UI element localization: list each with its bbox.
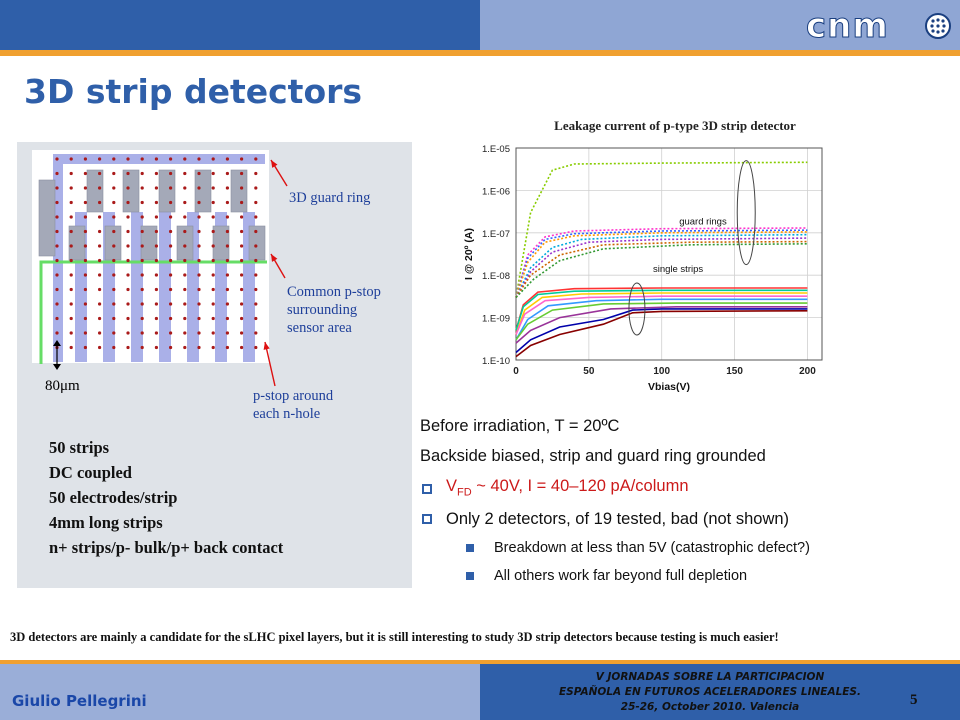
electrode-dot <box>141 346 144 349</box>
bond-pad <box>87 170 103 212</box>
electrode-dot <box>55 259 58 262</box>
label-around-1: p-stop around <box>253 388 334 404</box>
spec-item: 4mm long strips <box>49 513 163 532</box>
leakage-current-chart <box>460 136 840 406</box>
electrode-dot <box>226 186 229 189</box>
electrode-dot <box>197 244 200 247</box>
electrode-dot <box>197 172 200 175</box>
electrode-dot <box>212 201 215 204</box>
bond-pad <box>159 170 175 212</box>
bullet-vfd <box>420 474 950 504</box>
x-axis-label: Vbias(V) <box>647 381 691 393</box>
electrode-dot <box>55 172 58 175</box>
vfd-text: $V_{FD}$ ~ 40V, I = 40–120 pA/column <box>446 476 689 499</box>
electrode-dot <box>126 317 129 320</box>
label-pstop-3: sensor area <box>287 320 352 336</box>
x-tick-label: 150 <box>726 366 743 377</box>
electrode-dot <box>126 331 129 334</box>
electrode-dot <box>183 201 186 204</box>
electrode-dot <box>55 317 58 320</box>
electrode-dot <box>240 288 243 291</box>
electrode-dot <box>98 172 101 175</box>
electrode-dot <box>240 346 243 349</box>
electrode-dot <box>183 346 186 349</box>
electrode-dot <box>226 331 229 334</box>
electrode-dot <box>155 346 158 349</box>
electrode-dot <box>155 230 158 233</box>
spec-item: 50 strips <box>49 438 110 457</box>
electrode-dot <box>226 244 229 247</box>
electrode-dot <box>126 157 129 160</box>
electrode-dot <box>183 244 186 247</box>
electrode-dot <box>141 259 144 262</box>
electrode-dot <box>126 186 129 189</box>
electrode-dot <box>212 331 215 334</box>
electrode-dot <box>240 259 243 262</box>
electrode-dot <box>55 273 58 276</box>
electrode-dot <box>155 288 158 291</box>
electrode-dot <box>155 244 158 247</box>
electrode-dot <box>240 273 243 276</box>
electrode-dot <box>98 157 101 160</box>
electrode-dot <box>226 230 229 233</box>
electrode-dot <box>226 346 229 349</box>
electrode-dot <box>240 302 243 305</box>
electrode-dot <box>197 230 200 233</box>
footer-note: 3D detectors are mainly a candidate for the sLHC pixel layers, but it is still interesting to study 3D strip detectors because testing is much easier! <box>10 630 779 644</box>
electrode-dot <box>183 215 186 218</box>
electrode-dot <box>70 157 73 160</box>
slide-title: 3D strip detectors <box>24 72 363 111</box>
logo-text: cnm <box>806 6 889 46</box>
electrode-dot <box>240 172 243 175</box>
electrode-dot <box>70 288 73 291</box>
electrode-dot <box>141 157 144 160</box>
electrode-dot <box>84 346 87 349</box>
bullet-biasing: Backside biased, strip and guard ring grounded <box>420 447 766 465</box>
electrode-dot <box>169 302 172 305</box>
electrode-dot <box>112 201 115 204</box>
electrode-dot <box>84 230 87 233</box>
label-pstop-2: surrounding <box>287 302 358 318</box>
electrode-dot <box>197 302 200 305</box>
electrode-dot <box>70 331 73 334</box>
depletion-text: All others work far beyond full depletion <box>494 568 748 584</box>
electrode-dot <box>169 244 172 247</box>
spec-item: 50 electrodes/strip <box>49 488 178 507</box>
electrode-dot <box>126 172 129 175</box>
electrode-dot <box>240 244 243 247</box>
electrode-dot <box>212 172 215 175</box>
electrode-dot <box>141 215 144 218</box>
electrode-dot <box>254 215 257 218</box>
x-tick-label: 100 <box>653 366 671 377</box>
electrode-dot <box>141 244 144 247</box>
electrode-dot <box>169 172 172 175</box>
header-bar-left <box>0 0 480 50</box>
y-tick-label: 1.E-10 <box>482 356 510 367</box>
bullet-square-icon <box>422 514 432 524</box>
electrode-dot <box>112 157 115 160</box>
label-around-2: each n-hole <box>253 406 321 422</box>
conference-line: V JORNADAS SOBRE LA PARTICIPACION <box>595 671 825 683</box>
electrode-dot <box>70 186 73 189</box>
electrode-dot <box>169 346 172 349</box>
electrode-dot <box>141 302 144 305</box>
cnm-logo <box>806 6 954 46</box>
conference-line: ESPAÑOLA EN FUTUROS ACELERADORES LINEALES. <box>559 686 861 698</box>
electrode-dot <box>212 317 215 320</box>
header-accent-line <box>0 50 960 56</box>
electrode-dot <box>70 244 73 247</box>
electrode-dot <box>112 331 115 334</box>
electrode-dot <box>112 273 115 276</box>
x-tick-label: 0 <box>513 366 519 377</box>
electrode-dot <box>254 244 257 247</box>
chart-title: Leakage current of p-type 3D strip detector <box>554 118 796 133</box>
electrode-dot <box>70 346 73 349</box>
sub-bullet-breakdown <box>420 534 950 562</box>
electrode-dot <box>141 331 144 334</box>
electrode-dot <box>155 273 158 276</box>
electrode-dot <box>169 157 172 160</box>
electrode-dot <box>126 346 129 349</box>
electrode-dot <box>183 259 186 262</box>
electrode-dot <box>240 215 243 218</box>
electrode-dot <box>197 331 200 334</box>
electrode-dot <box>197 157 200 160</box>
electrode-dot <box>226 273 229 276</box>
electrode-dot <box>84 273 87 276</box>
electrode-dot <box>197 346 200 349</box>
electrode-dot <box>98 259 101 262</box>
electrode-dot <box>169 317 172 320</box>
spec-item: n+ strips/p- bulk/p+ back contact <box>49 538 284 557</box>
electrode-dot <box>98 288 101 291</box>
electrode-dot <box>155 201 158 204</box>
y-tick-label: 1.E-07 <box>482 228 510 240</box>
electrode-dot <box>84 288 87 291</box>
y-tick-label: 1.E-05 <box>482 144 510 155</box>
electrode-dot <box>197 201 200 204</box>
electrode-dot <box>141 288 144 291</box>
electrode-dot <box>240 230 243 233</box>
electrode-dot <box>226 215 229 218</box>
electrode-dot <box>126 201 129 204</box>
electrode-dot <box>226 172 229 175</box>
electrode-dot <box>254 346 257 349</box>
electrode-dot <box>155 302 158 305</box>
electrode-dot <box>169 259 172 262</box>
electrode-dot <box>197 273 200 276</box>
electrode-dot <box>70 317 73 320</box>
electrode-dot <box>112 186 115 189</box>
electrode-dot <box>98 230 101 233</box>
electrode-dot <box>112 172 115 175</box>
electrode-dot <box>212 230 215 233</box>
electrode-dot <box>226 157 229 160</box>
electrode-dot <box>98 317 101 320</box>
electrode-dot <box>155 157 158 160</box>
electrode-dot <box>84 317 87 320</box>
electrode-dot <box>197 215 200 218</box>
electrode-dot <box>112 346 115 349</box>
electrode-dot <box>169 215 172 218</box>
bullet-filled-square-icon <box>466 544 474 552</box>
electrode-dot <box>126 215 129 218</box>
electrode-dot <box>155 186 158 189</box>
bullet-list <box>420 414 950 590</box>
electrode-dot <box>226 259 229 262</box>
electrode-dot <box>70 172 73 175</box>
conference-line: 25-26, October 2010. Valencia <box>620 701 800 713</box>
electrode-dot <box>240 317 243 320</box>
electrode-dot <box>169 288 172 291</box>
electrode-dot <box>212 288 215 291</box>
electrode-dot <box>84 215 87 218</box>
electrode-dot <box>126 273 129 276</box>
x-tick-label: 200 <box>799 366 816 377</box>
electrode-dot <box>84 244 87 247</box>
electrode-dot <box>240 186 243 189</box>
electrode-dot <box>141 273 144 276</box>
annotation-guard-rings: guard rings <box>679 216 727 228</box>
electrode-dot <box>254 259 257 262</box>
y-axis-label: I @ 20º (A) <box>463 228 475 280</box>
electrode-dot <box>183 157 186 160</box>
electrode-dot <box>55 331 58 334</box>
sub-bullet-depletion <box>420 562 950 590</box>
electrode-dot <box>240 157 243 160</box>
electrode-dot <box>84 186 87 189</box>
electrode-dot <box>254 186 257 189</box>
electrode-dot <box>169 201 172 204</box>
electrode-dot <box>84 331 87 334</box>
electrode-dot <box>254 201 257 204</box>
electrode-dot <box>70 230 73 233</box>
electrode-dot <box>212 259 215 262</box>
electrode-dot <box>141 186 144 189</box>
bullet-filled-square-icon <box>466 572 474 580</box>
electrode-dot <box>212 157 215 160</box>
electrode-dot <box>55 302 58 305</box>
y-tick-label: 1.E-06 <box>482 186 510 198</box>
electrode-dot <box>55 186 58 189</box>
electrode-dot <box>84 157 87 160</box>
y-tick-label: 1.E-08 <box>482 271 510 283</box>
electrode-dot <box>98 331 101 334</box>
electrode-dot <box>98 273 101 276</box>
electrode-dot <box>169 331 172 334</box>
electrode-dot <box>112 302 115 305</box>
bond-pad <box>195 170 211 212</box>
strip-bar <box>159 212 171 362</box>
electrode-dot <box>155 215 158 218</box>
electrode-dot <box>169 186 172 189</box>
electrode-dot <box>226 288 229 291</box>
electrode-dot <box>98 201 101 204</box>
bond-pad <box>231 170 247 212</box>
electrode-dot <box>254 317 257 320</box>
electrode-dot <box>141 201 144 204</box>
electrode-dot <box>70 302 73 305</box>
guard-ring-pad <box>39 180 55 256</box>
electrode-dot <box>55 288 58 291</box>
electrode-dot <box>254 288 257 291</box>
electrode-dot <box>212 215 215 218</box>
electrode-dot <box>183 186 186 189</box>
electrode-dot <box>84 259 87 262</box>
electrode-dot <box>183 331 186 334</box>
electrode-dot <box>240 201 243 204</box>
electrode-dot <box>98 215 101 218</box>
electrode-dot <box>183 273 186 276</box>
electrode-dot <box>197 288 200 291</box>
label-guard-ring: 3D guard ring <box>289 190 371 206</box>
electrode-dot <box>212 302 215 305</box>
y-tick-label: 1.E-09 <box>482 313 510 325</box>
electrode-dot <box>112 230 115 233</box>
bad-detectors-text: Only 2 detectors, of 19 tested, bad (not shown) <box>446 510 790 528</box>
electrode-dot <box>126 230 129 233</box>
spec-item: DC coupled <box>49 463 132 482</box>
electrode-dot <box>254 230 257 233</box>
electrode-dot <box>70 215 73 218</box>
electrode-dot <box>183 172 186 175</box>
electrode-dot <box>55 230 58 233</box>
electrode-dot <box>169 273 172 276</box>
electrode-dot <box>155 259 158 262</box>
electrode-dot <box>240 331 243 334</box>
bullet-bad-detectors <box>420 504 950 534</box>
electrode-dot <box>183 230 186 233</box>
electrode-dot <box>98 346 101 349</box>
label-pitch: 80μm <box>45 378 80 394</box>
electrode-dot <box>197 186 200 189</box>
electrode-dot <box>212 244 215 247</box>
electrode-dot <box>141 317 144 320</box>
electrode-dot <box>141 172 144 175</box>
electrode-dot <box>55 157 58 160</box>
guard-rings-ellipse <box>737 161 755 265</box>
electrode-dot <box>254 331 257 334</box>
electrode-dot <box>84 201 87 204</box>
electrode-dot <box>254 172 257 175</box>
electrode-dot <box>126 302 129 305</box>
electrode-dot <box>212 186 215 189</box>
bullet-conditions: Before irradiation, T = 20ºC <box>420 417 620 435</box>
electrode-dot <box>70 273 73 276</box>
electrode-dot <box>84 302 87 305</box>
electrode-dot <box>126 288 129 291</box>
electrode-dot <box>226 317 229 320</box>
electrode-dot <box>55 215 58 218</box>
bullet-square-icon <box>422 484 432 494</box>
electrode-dot <box>112 317 115 320</box>
electrode-dot <box>197 259 200 262</box>
electrode-dot <box>112 244 115 247</box>
electrode-dot <box>126 259 129 262</box>
electrode-dot <box>112 259 115 262</box>
author-name: Giulio Pellegrini <box>12 692 147 710</box>
pointer-arrow-head <box>271 160 278 168</box>
electrode-dot <box>183 288 186 291</box>
electrode-dot <box>155 172 158 175</box>
electrode-dot <box>112 215 115 218</box>
electrode-dot <box>141 230 144 233</box>
globe-icon <box>924 12 952 40</box>
electrode-dot <box>70 259 73 262</box>
detector-layout-panel <box>17 142 412 588</box>
electrode-dot <box>55 201 58 204</box>
electrode-dot <box>98 244 101 247</box>
conference-info <box>520 670 900 715</box>
electrode-dot <box>98 302 101 305</box>
electrode-dot <box>84 172 87 175</box>
page-number: 5 <box>910 692 918 708</box>
electrode-dot <box>212 346 215 349</box>
electrode-dot <box>112 288 115 291</box>
electrode-dot <box>212 273 215 276</box>
electrode-dot <box>155 317 158 320</box>
electrode-dot <box>226 201 229 204</box>
electrode-dot <box>183 302 186 305</box>
electrode-dot <box>183 317 186 320</box>
electrode-dot <box>126 244 129 247</box>
annotation-single-strips: single strips <box>652 263 704 275</box>
electrode-dot <box>254 302 257 305</box>
x-tick-label: 50 <box>583 366 595 377</box>
electrode-dot <box>254 273 257 276</box>
bond-pad <box>123 170 139 212</box>
electrode-dot <box>55 244 58 247</box>
electrode-dot <box>254 157 257 160</box>
electrode-dot <box>98 186 101 189</box>
label-pstop-1: Common p-stop <box>287 284 381 300</box>
electrode-dot <box>226 302 229 305</box>
electrode-dot <box>70 201 73 204</box>
detector-specs-list <box>49 435 283 560</box>
electrode-dot <box>197 317 200 320</box>
electrode-dot <box>155 331 158 334</box>
breakdown-text: Breakdown at less than 5V (catastrophic defect?) <box>494 540 810 556</box>
electrode-dot <box>169 230 172 233</box>
